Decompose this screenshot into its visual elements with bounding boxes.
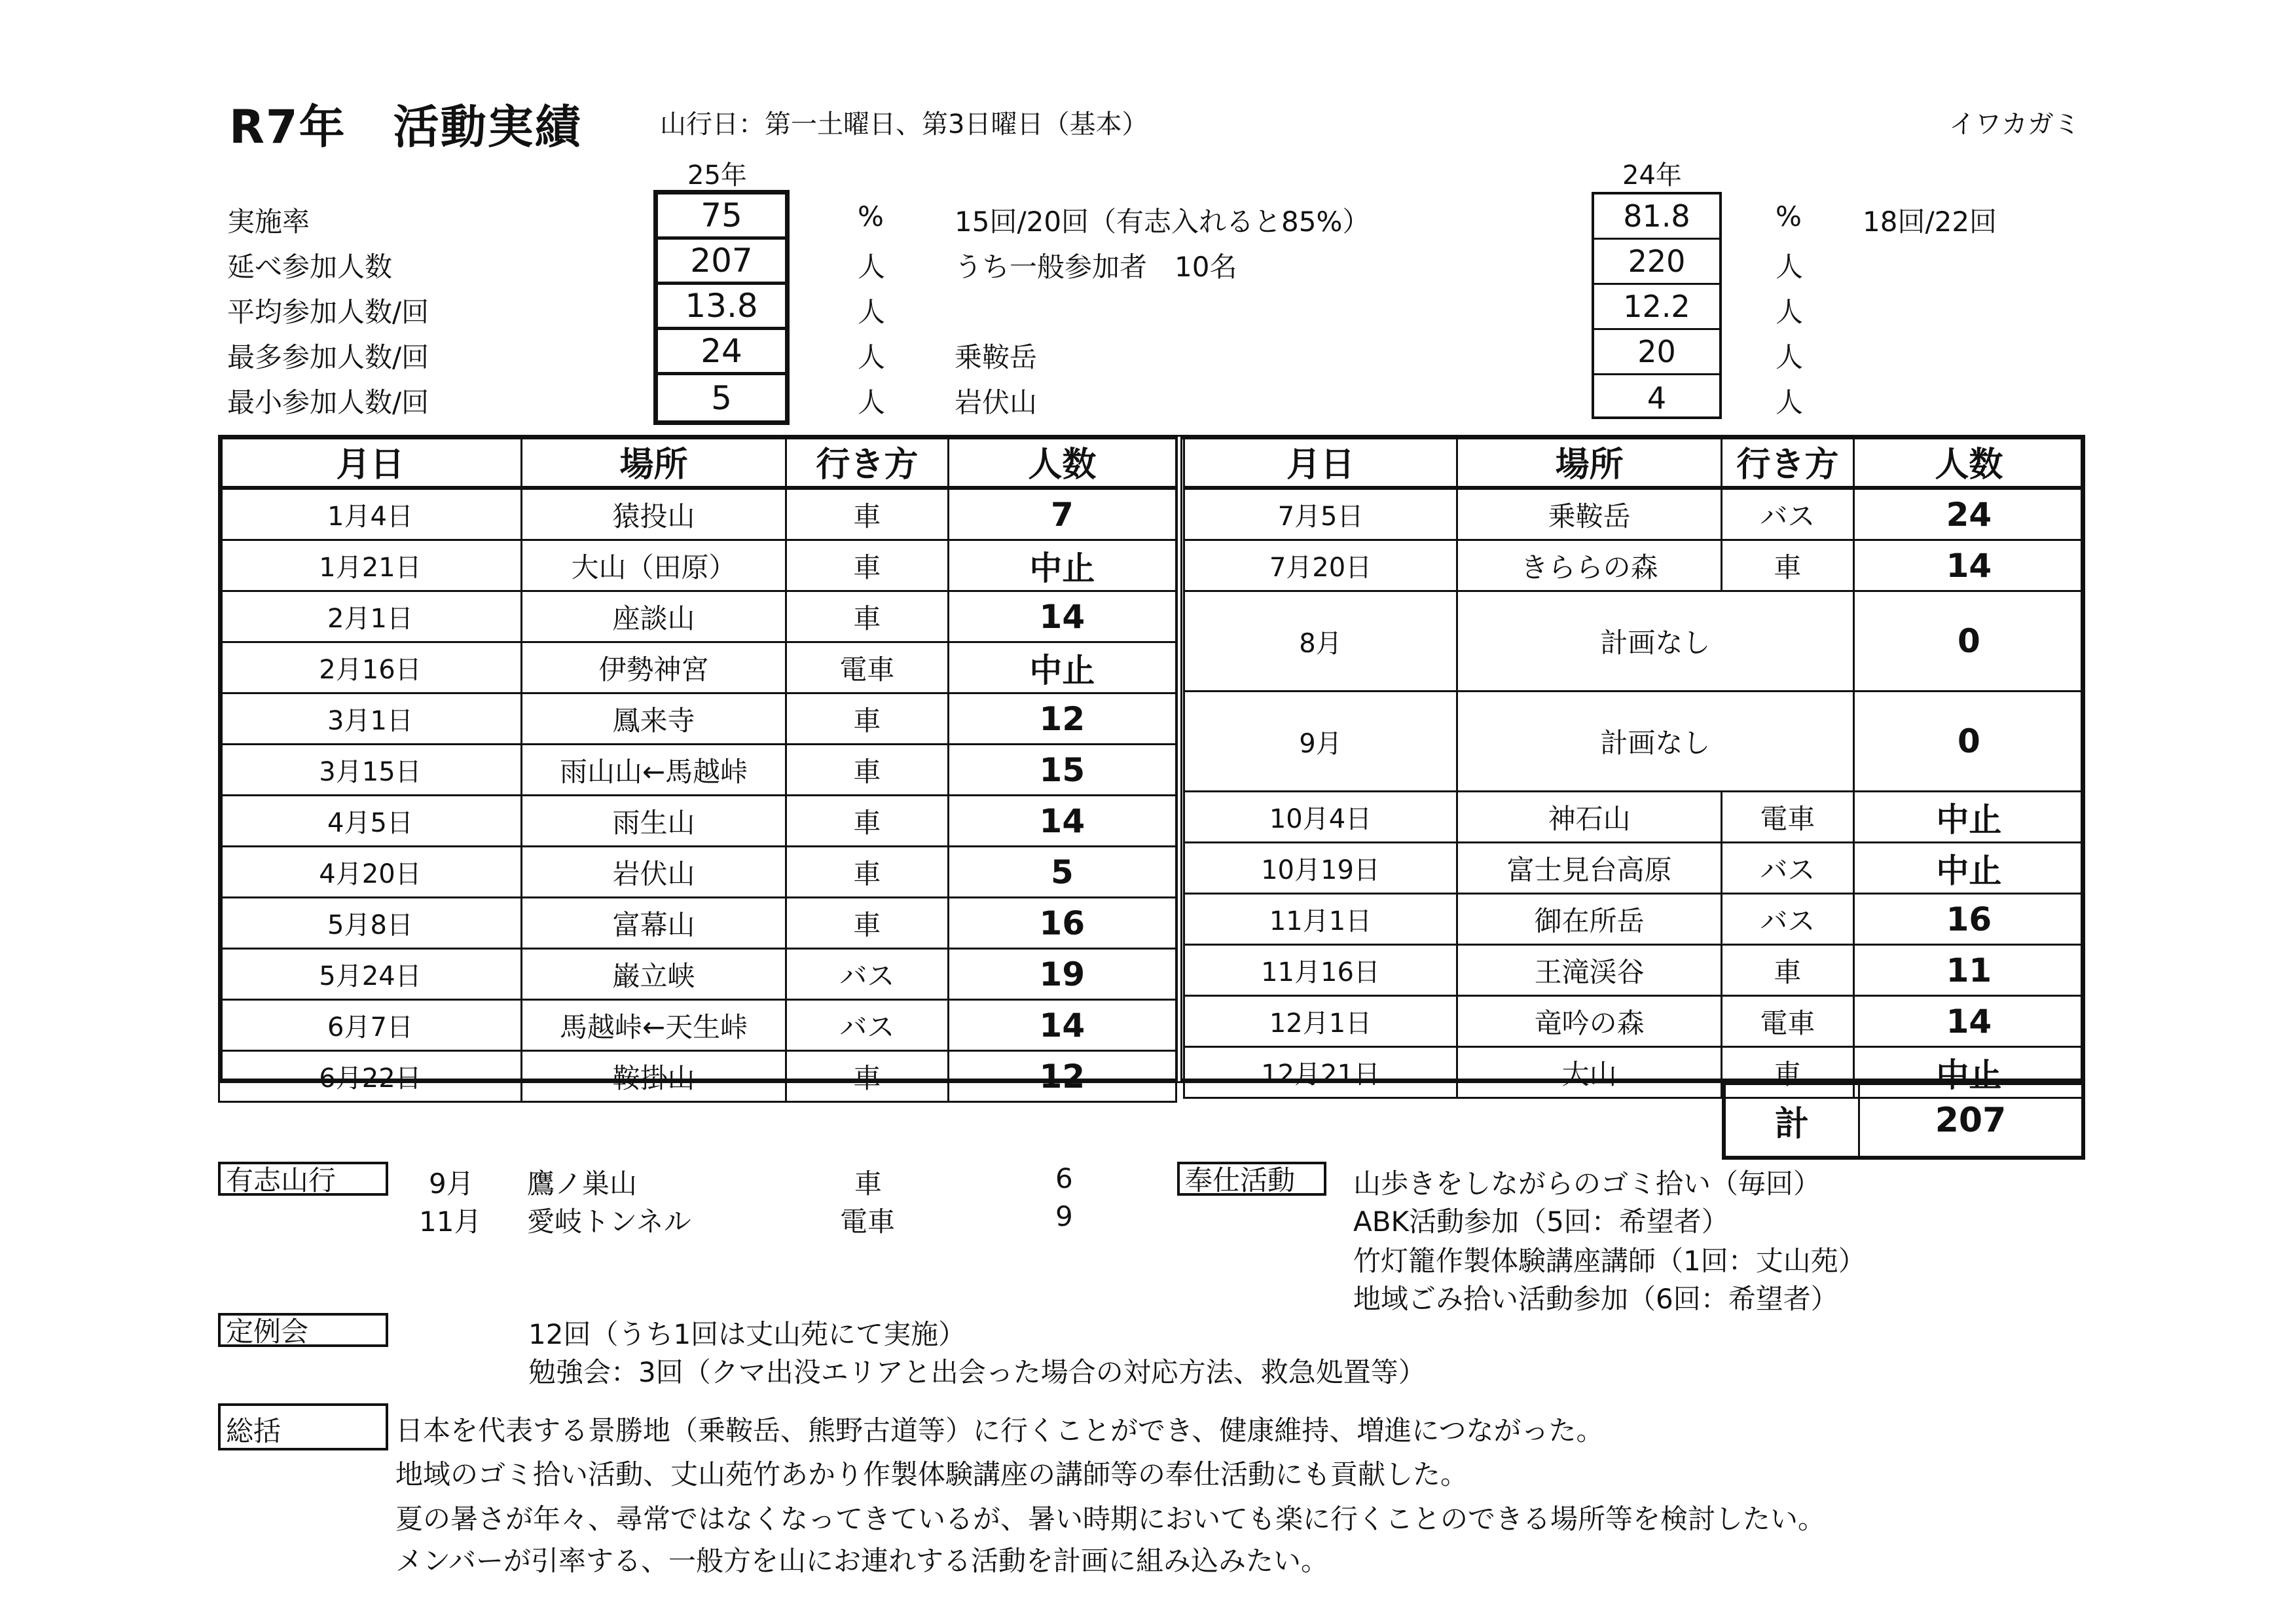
column-header-date: 月日 xyxy=(1184,436,1457,489)
unit: 人 xyxy=(1776,341,1804,373)
cell-transport: 車 xyxy=(786,488,949,540)
table-row xyxy=(1184,540,2085,591)
column-header-count: 人数 xyxy=(948,436,1176,489)
cell-transport: バス xyxy=(786,949,949,1000)
cell-transport: バス xyxy=(1722,488,1854,540)
table-row xyxy=(219,540,1176,591)
table-row xyxy=(219,642,1176,693)
cell-count: 7 xyxy=(948,488,1176,540)
table-row xyxy=(219,745,1176,796)
volunteer-hike-month: 9月 xyxy=(429,1168,474,1200)
previous-year-label: 24年 xyxy=(1622,160,1682,191)
service-item: 竹灯籠作製体験講座講師（1回：丈山苑） xyxy=(1353,1245,1866,1277)
cell-transport: 車 xyxy=(786,847,949,898)
hiking-days-note: 山行日：第一土曜日、第3日曜日（基本） xyxy=(660,109,1148,139)
cell-date: 9月 xyxy=(1184,692,1457,792)
stat-note: 15回/20回（有志入れると85%） xyxy=(955,206,1370,238)
cell-place: 王滝渓谷 xyxy=(1457,945,1722,996)
cell-count: 中止 xyxy=(948,540,1176,591)
cell-count: 中止 xyxy=(1853,843,2084,894)
stat-note: 岩伏山 xyxy=(955,386,1038,418)
table-row xyxy=(219,898,1176,949)
cell-date: 1月4日 xyxy=(219,488,522,540)
unit: 人 xyxy=(1776,386,1804,418)
service-item: ABK活動参加（5回：希望者） xyxy=(1353,1206,1729,1238)
volunteer-hike-transport: 車 xyxy=(854,1168,883,1200)
cell-transport: バス xyxy=(1722,894,1854,945)
cell-place: 計画なし xyxy=(1457,591,1854,692)
unit: 人 xyxy=(1776,296,1804,328)
column-header-date: 月日 xyxy=(219,436,522,489)
current-value: 13.8 xyxy=(658,285,785,330)
cell-count: 19 xyxy=(948,949,1176,1000)
cell-count: 11 xyxy=(1853,945,2084,996)
cell-place: 大山（田原） xyxy=(521,540,786,591)
cell-place: 座談山 xyxy=(521,591,786,642)
cell-date: 3月1日 xyxy=(219,693,522,745)
table-row xyxy=(1184,996,2085,1047)
summary-line: 日本を代表する景勝地（乗鞍岳、熊野古道等）に行くことができ、健康維持、増進につながった。 xyxy=(395,1414,1604,1447)
table-row xyxy=(1184,894,2085,945)
stat-label: 最多参加人数/回 xyxy=(227,341,429,373)
volunteer-hike-count: 9 xyxy=(1055,1200,1073,1232)
cell-count: 中止 xyxy=(948,642,1176,693)
cell-count: 中止 xyxy=(1853,792,2084,843)
total-label: 計 xyxy=(1726,1085,1860,1156)
cell-count: 24 xyxy=(1853,488,2084,540)
table-row xyxy=(219,693,1176,745)
cell-count: 12 xyxy=(948,1051,1176,1102)
cell-transport: 車 xyxy=(786,693,949,745)
table-row xyxy=(219,796,1176,847)
unit: 人 xyxy=(858,341,886,373)
table-header-row xyxy=(219,436,1176,489)
table-row xyxy=(219,488,1176,540)
summary-line: メンバーが引率する、一般方を山にお連れする活動を計画に組み込みたい。 xyxy=(395,1545,1329,1577)
service-item: 地域ごみ拾い活動参加（6回：希望者） xyxy=(1353,1283,1838,1315)
cell-place: 馬越峠←天生峠 xyxy=(521,1000,786,1051)
table-row xyxy=(219,949,1176,1000)
current-year-label: 25年 xyxy=(687,160,747,191)
cell-count: 16 xyxy=(1853,894,2084,945)
cell-count: 14 xyxy=(948,591,1176,642)
cell-transport: バス xyxy=(786,1000,949,1051)
volunteer-hike-transport: 電車 xyxy=(840,1206,896,1238)
volunteer-hike-month: 11月 xyxy=(419,1206,482,1238)
cell-place: 神石山 xyxy=(1457,792,1722,843)
cell-date: 8月 xyxy=(1184,591,1457,692)
cell-transport: 車 xyxy=(786,1051,949,1102)
cell-date: 6月22日 xyxy=(219,1051,522,1102)
current-value: 5 xyxy=(711,378,732,417)
cell-date: 12月21日 xyxy=(1184,1047,1457,1098)
unit: 人 xyxy=(858,386,886,418)
column-header-place: 場所 xyxy=(521,436,786,489)
table-row xyxy=(1184,692,2085,792)
cell-date: 5月24日 xyxy=(219,949,522,1000)
cell-count: 0 xyxy=(1853,591,2084,692)
previous-value: 12.2 xyxy=(1594,285,1719,330)
cell-transport: 車 xyxy=(786,540,949,591)
cell-date: 4月5日 xyxy=(219,796,522,847)
unit: 人 xyxy=(858,251,886,283)
table-center-divider xyxy=(1176,437,1182,1081)
cell-place: 乗鞍岳 xyxy=(1457,488,1722,540)
cell-count: 0 xyxy=(1853,692,2084,792)
cell-count: 5 xyxy=(948,847,1176,898)
service-item: 山歩きをしながらのゴミ拾い（毎回） xyxy=(1353,1168,1821,1200)
cell-place: 御在所岳 xyxy=(1457,894,1722,945)
cell-count: 14 xyxy=(948,1000,1176,1051)
cell-count: 14 xyxy=(1853,996,2084,1047)
cell-count: 中止 xyxy=(1853,1047,2084,1098)
cell-transport: 電車 xyxy=(786,642,949,693)
cell-place: きららの森 xyxy=(1457,540,1722,591)
page-title: R7年 活動実績 xyxy=(229,100,582,154)
column-header-place: 場所 xyxy=(1457,436,1722,489)
cell-date: 10月19日 xyxy=(1184,843,1457,894)
column-header-transport: 行き方 xyxy=(1722,436,1854,489)
table-row xyxy=(219,1000,1176,1051)
current-value: 24 xyxy=(658,330,785,375)
cell-date: 6月7日 xyxy=(219,1000,522,1051)
cell-date: 2月16日 xyxy=(219,642,522,693)
summary-line: 夏の暑さが年々、尋常ではなくなってきているが、暑い時期においても楽に行くことのできる場所等を検討したい。 xyxy=(395,1503,1826,1535)
cell-place: 鳳来寺 xyxy=(521,693,786,745)
cell-transport: 車 xyxy=(786,898,949,949)
cell-date: 1月21日 xyxy=(219,540,522,591)
cell-date: 12月1日 xyxy=(1184,996,1457,1047)
cell-transport: 車 xyxy=(786,745,949,796)
cell-place: 計画なし xyxy=(1457,692,1854,792)
summary-line: 地域のゴミ拾い活動、丈山苑竹あかり作製体験講座の講師等の奉仕活動にも貢献した。 xyxy=(395,1458,1468,1490)
unit: % xyxy=(858,200,884,232)
table-row xyxy=(219,1051,1176,1102)
previous-value: 81.8 xyxy=(1594,194,1719,240)
cell-transport: 電車 xyxy=(1722,996,1854,1047)
cell-date: 11月16日 xyxy=(1184,945,1457,996)
stat-label: 延べ参加人数 xyxy=(227,251,393,283)
cell-date: 2月1日 xyxy=(219,591,522,642)
volunteer-hike-count: 6 xyxy=(1055,1162,1073,1194)
previous-value: 20 xyxy=(1594,330,1719,375)
schedule-table-first-half xyxy=(218,435,1177,1103)
cell-place: 雨生山 xyxy=(521,796,786,847)
table-row xyxy=(1184,945,2085,996)
unit: 人 xyxy=(858,296,886,328)
cell-place: 伊勢神宮 xyxy=(521,642,786,693)
total-box xyxy=(1722,1081,2085,1160)
previous-value: 4 xyxy=(1647,380,1667,416)
cell-count: 16 xyxy=(948,898,1176,949)
table-row xyxy=(1184,591,2085,692)
cell-count: 14 xyxy=(948,796,1176,847)
organization-name: イワカガミ xyxy=(1949,109,2080,139)
stat-note: うち一般参加者 10名 xyxy=(955,251,1237,283)
stat-note: 乗鞍岳 xyxy=(955,341,1038,373)
regular-meetings-tag: 定例会 xyxy=(218,1313,388,1347)
cell-date: 3月15日 xyxy=(219,745,522,796)
cell-transport: 車 xyxy=(786,796,949,847)
cell-place: 猿投山 xyxy=(521,488,786,540)
stat-label: 最小参加人数/回 xyxy=(227,386,429,418)
volunteer-hike-place: 鷹ノ巣山 xyxy=(527,1168,638,1200)
cell-date: 7月5日 xyxy=(1184,488,1457,540)
meeting-item: 勉強会：3回（クマ出没エリアと出会った場合の対応方法、救急処置等） xyxy=(528,1356,1426,1388)
cell-transport: 車 xyxy=(1722,540,1854,591)
service-activities-tag: 奉仕活動 xyxy=(1177,1162,1326,1196)
table-row xyxy=(1184,488,2085,540)
cell-place: 雨山山←馬越峠 xyxy=(521,745,786,796)
cell-date: 7月20日 xyxy=(1184,540,1457,591)
stat-label: 実施率 xyxy=(227,206,310,238)
cell-transport: 車 xyxy=(1722,1047,1854,1098)
cell-date: 11月1日 xyxy=(1184,894,1457,945)
stat-label: 平均参加人数/回 xyxy=(227,296,429,328)
cell-place: 大山 xyxy=(1457,1047,1722,1098)
table-header-row xyxy=(1184,436,2085,489)
meeting-item: 12回（うち1回は丈山苑にて実施） xyxy=(528,1318,966,1350)
schedule-table-second-half xyxy=(1183,435,2085,1099)
total-value: 207 xyxy=(1935,1101,2007,1140)
overall-summary-tag: 総括 xyxy=(218,1403,388,1450)
stat-note: 18回/22回 xyxy=(1863,206,1997,238)
table-row xyxy=(219,847,1176,898)
cell-place: 岩伏山 xyxy=(521,847,786,898)
unit: 人 xyxy=(1776,251,1804,283)
column-header-transport: 行き方 xyxy=(786,436,949,489)
cell-count: 12 xyxy=(948,693,1176,745)
cell-transport: 車 xyxy=(1722,945,1854,996)
table-row xyxy=(1184,792,2085,843)
volunteer-hikes-tag: 有志山行 xyxy=(218,1162,388,1196)
cell-place: 鞍掛山 xyxy=(521,1051,786,1102)
cell-date: 10月4日 xyxy=(1184,792,1457,843)
current-value: 207 xyxy=(658,240,785,285)
cell-place: 富幕山 xyxy=(521,898,786,949)
table-row xyxy=(219,591,1176,642)
volunteer-hike-place: 愛岐トンネル xyxy=(527,1206,691,1238)
cell-transport: 電車 xyxy=(1722,792,1854,843)
previous-year-box xyxy=(1592,192,1722,419)
cell-count: 15 xyxy=(948,745,1176,796)
table-row xyxy=(1184,843,2085,894)
previous-value: 220 xyxy=(1594,240,1719,285)
cell-count: 14 xyxy=(1853,540,2084,591)
current-year-box xyxy=(653,190,790,425)
cell-place: 竜吟の森 xyxy=(1457,996,1722,1047)
cell-transport: 車 xyxy=(786,591,949,642)
cell-place: 巌立峡 xyxy=(521,949,786,1000)
cell-date: 4月20日 xyxy=(219,847,522,898)
cell-transport: バス xyxy=(1722,843,1854,894)
cell-place: 富士見台高原 xyxy=(1457,843,1722,894)
column-header-count: 人数 xyxy=(1853,436,2084,489)
cell-date: 5月8日 xyxy=(219,898,522,949)
current-value: 75 xyxy=(658,194,785,240)
unit: % xyxy=(1776,200,1802,232)
